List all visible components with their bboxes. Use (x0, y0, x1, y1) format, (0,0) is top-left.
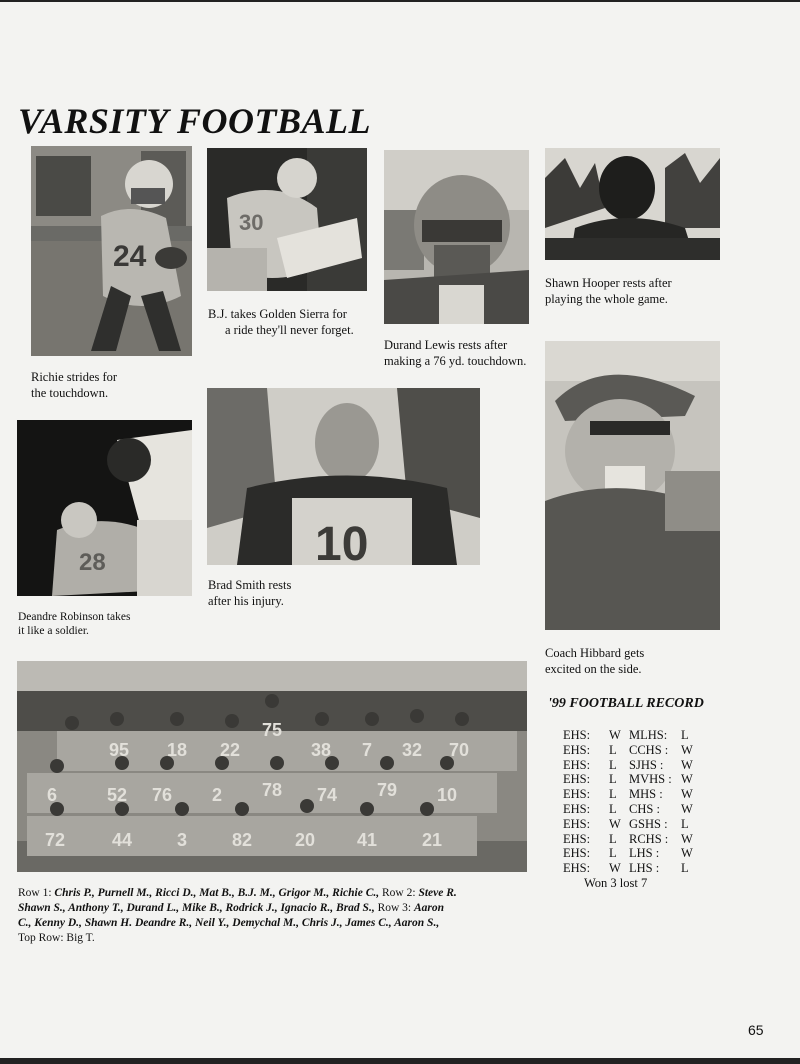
record-opp-result: W (681, 772, 693, 787)
team-row3-number: 18 (167, 740, 188, 760)
page-title: VARSITY FOOTBALL (18, 101, 372, 141)
record-result: L (609, 831, 617, 846)
record-opp-result: W (681, 801, 693, 816)
team-row1-number: 20 (295, 830, 316, 850)
caption-line: excited on the side. (545, 662, 642, 676)
roster-row-names: Steve R. Shawn S., Anthony T., Durand L., Mike B., Rodrick J., Ignacio R., Brad S., (18, 887, 457, 914)
record-row (563, 728, 699, 743)
record-result: W (609, 728, 621, 742)
record-row (563, 743, 699, 758)
caption-brad (208, 577, 291, 609)
photo-richie (31, 146, 192, 356)
team-row3-number: 75 (262, 720, 283, 740)
team-row3-number: 38 (311, 740, 332, 760)
caption-line: making a 76 yd. touchdown. (384, 354, 527, 368)
record-row (563, 832, 699, 847)
photo-deandre (17, 420, 192, 596)
record-opponent: CHS : (629, 801, 660, 816)
photo-bj (207, 148, 367, 291)
caption-line: the touchdown. (31, 386, 109, 400)
record-team: EHS: (563, 757, 591, 772)
team-row1-number: 72 (45, 830, 66, 850)
roster-row-names: Aaron C., Kenny D., Shawn H. Deandre R., Neil Y., Demychal M., Chris J., James C., Aaron S., (18, 902, 445, 929)
caption-line: a ride they'll never forget. (225, 323, 354, 337)
caption-bj (208, 306, 354, 338)
team-row2-number: 10 (437, 785, 458, 805)
record-opp-result: W (681, 831, 693, 846)
record-result: L (609, 846, 617, 861)
record-opp-result: L (681, 728, 689, 742)
team-row1-number: 82 (232, 830, 253, 850)
team-row3-number: 32 (402, 740, 423, 760)
record-team: EHS: (563, 861, 591, 876)
team-row3-number: 7 (362, 740, 373, 760)
deandre-jersey-number: 28 (79, 549, 106, 576)
record-opp-result: L (681, 816, 689, 831)
record-opp-result: W (681, 757, 693, 772)
team-photo (17, 661, 527, 872)
team-row2-number: 79 (377, 780, 398, 800)
record-opp-result: W (681, 787, 693, 802)
team-row2-number: 2 (212, 785, 223, 805)
caption-deandre (18, 610, 130, 638)
record-result: L (609, 801, 617, 816)
team-row2-number: 52 (107, 785, 128, 805)
team-row2-number: 6 (47, 785, 58, 805)
photo-brad (207, 388, 480, 565)
caption-line: Deandre Robinson takes (18, 611, 131, 623)
record-result: W (609, 816, 621, 831)
record-opponent: RCHS : (629, 831, 669, 846)
record-row (563, 846, 699, 861)
record-opponent: MHS : (629, 787, 663, 802)
caption-line: playing the whole game. (545, 292, 668, 306)
roster-row-label: Top Row: Big T. (18, 932, 95, 944)
record-opp-result: L (681, 861, 689, 876)
team-row2-number: 76 (152, 785, 173, 805)
record-result: L (609, 787, 617, 802)
roster-row-names: Chris P., Purnell M., Ricci D., Mat B., B.J. M., Grigor M., Richie C., (54, 887, 380, 899)
photo-durand (384, 150, 529, 324)
record-team: EHS: (563, 816, 591, 831)
team-row2-number: 78 (262, 780, 283, 800)
caption-line: Shawn Hooper rests after (545, 276, 672, 290)
record-row (563, 758, 699, 773)
team-row1-number: 3 (177, 830, 188, 850)
record-row (563, 802, 699, 817)
roster-caption (18, 886, 458, 946)
caption-richie (31, 369, 117, 401)
team-row1-number: 44 (112, 830, 133, 850)
caption-line: B.J. takes Golden Sierra for (208, 307, 347, 321)
brad-jersey-number: 10 (315, 518, 369, 565)
roster-row-label: Row 3: (374, 902, 414, 914)
record-result: L (609, 757, 617, 772)
caption-line: Durand Lewis rests after (384, 338, 508, 352)
richie-jersey-number: 24 (113, 240, 147, 273)
team-row2-number: 74 (317, 785, 338, 805)
record-team: EHS: (563, 831, 591, 846)
record-row (563, 772, 699, 787)
team-row3-number: 95 (109, 740, 130, 760)
record-opponent: MLHS: (629, 728, 668, 742)
caption-coach (545, 645, 644, 677)
team-row1-number: 21 (422, 830, 443, 850)
record-opponent: LHS : (629, 846, 660, 861)
caption-line: Coach Hibbard gets (545, 646, 645, 660)
record-summary: Won 3 lost 7 (584, 876, 648, 890)
record-row (563, 817, 699, 832)
roster-row-label: Row 2: (379, 887, 419, 899)
caption-line: Richie strides for (31, 370, 118, 384)
record-team: EHS: (563, 728, 591, 742)
page-top-edge (0, 0, 800, 2)
bj-jersey-number: 30 (239, 210, 264, 235)
record-opponent: MVHS : (629, 772, 672, 787)
page-bottom-edge (0, 1058, 800, 1064)
record-row (563, 787, 699, 802)
caption-line: it like a soldier. (18, 625, 89, 637)
team-row3-number: 70 (449, 740, 470, 760)
record-team: EHS: (563, 742, 591, 757)
caption-line: after his injury. (208, 594, 284, 608)
record-result: W (609, 861, 621, 876)
record-result: L (609, 742, 617, 757)
record-result: L (609, 772, 617, 787)
record-team: EHS: (563, 772, 591, 787)
record-title: '99 FOOTBALL RECORD (548, 696, 704, 711)
record-opponent: LHS : (629, 861, 660, 876)
photo-coach (545, 341, 720, 630)
team-row3-number: 22 (220, 740, 241, 760)
record-team: EHS: (563, 846, 591, 861)
record-team: EHS: (563, 801, 591, 816)
caption-line: Brad Smith rests (208, 578, 292, 592)
record-opponent: SJHS : (629, 757, 664, 772)
page-number: 65 (748, 1022, 764, 1038)
caption-shawn (545, 275, 672, 307)
record-opponent: GSHS : (629, 816, 668, 831)
record-opponent: CCHS : (629, 742, 669, 757)
record-team: EHS: (563, 787, 591, 802)
team-row1-number: 41 (357, 830, 378, 850)
record-table (563, 728, 699, 876)
caption-durand (384, 337, 526, 369)
photo-shawn (545, 148, 720, 260)
record-opp-result: W (681, 742, 693, 757)
roster-row-label: Row 1: (18, 887, 55, 899)
record-row (563, 861, 699, 876)
record-opp-result: W (681, 846, 693, 861)
